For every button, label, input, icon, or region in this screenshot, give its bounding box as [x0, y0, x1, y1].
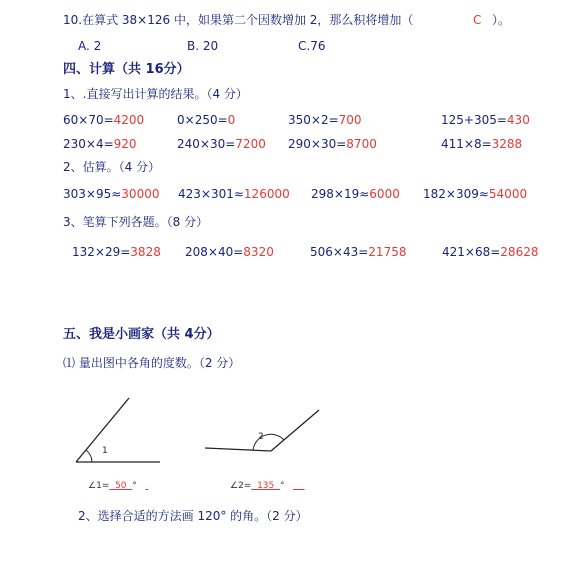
- question-10-text: 10.在算式 38×126 中，如果第二个因数增加 2，那么积将增加（: [63, 13, 414, 27]
- measure-angles-prompt: ⑴ 量出图中各角的度数。（2 分）: [63, 356, 241, 370]
- part-1-label: 1、.直接写出计算的结果。（4 分）: [63, 87, 248, 101]
- angle-2-answer: ∠2= 135 °: [230, 481, 285, 491]
- calc-item: 290×30=8700: [288, 137, 377, 151]
- draw-angle-prompt: 2、选择合适的方法画 120° 的角。（2 分）: [78, 509, 308, 523]
- question-10-answer: C: [473, 13, 482, 27]
- estimate-item: 423×301≈126000: [178, 187, 290, 201]
- written-calc-row: [0, 242, 579, 264]
- angle-1-answer: ∠1= 50 °: [88, 481, 137, 491]
- calc-item: 60×70=4200: [63, 113, 145, 127]
- angle-2-figure: [205, 410, 319, 451]
- estimate-item: 182×309≈54000: [423, 187, 528, 201]
- section-4-title: 四、计算（共 16分）: [63, 62, 190, 77]
- direct-calc-row-2: [0, 134, 579, 156]
- written-item: 132×29=3828: [72, 245, 161, 259]
- angle-2-mark: 2: [258, 432, 264, 442]
- written-item: 208×40=8320: [185, 245, 274, 259]
- calc-item: 125+305=430: [441, 113, 530, 127]
- section-5-title: 五、我是小画家（共 4分）: [63, 327, 220, 342]
- calc-item: 350×2=700: [288, 113, 362, 127]
- calc-item: 0×250=0: [177, 113, 236, 127]
- option-a: A. 2: [78, 39, 102, 53]
- angle-1-arc: [86, 450, 92, 462]
- estimate-row: [0, 184, 579, 206]
- option-c: C.76: [298, 39, 326, 53]
- calc-item: 240×30=7200: [177, 137, 266, 151]
- direct-calc-row-1: [0, 110, 579, 132]
- option-b: B. 20: [187, 39, 219, 53]
- question-10-options: [0, 36, 579, 58]
- calc-item: 411×8=3288: [441, 137, 523, 151]
- estimate-item: 298×19≈6000: [311, 187, 400, 201]
- calc-item: 230×4=920: [63, 137, 137, 151]
- part-3-label: 3、笔算下列各题。（8 分）: [63, 215, 209, 229]
- written-item: 506×43=21758: [310, 245, 407, 259]
- angle-2-left-ray: [205, 448, 271, 451]
- angle-2-right-ray: [271, 410, 319, 451]
- question-10-close: ）。: [492, 13, 511, 27]
- question-10: [0, 10, 579, 32]
- angle-1-figure: [76, 398, 160, 462]
- part-2-label: 2、估算。（4 分）: [63, 160, 161, 174]
- written-item: 421×68=28628: [442, 245, 539, 259]
- estimate-item: 303×95≈30000: [63, 187, 160, 201]
- angle-1-mark: 1: [102, 446, 108, 456]
